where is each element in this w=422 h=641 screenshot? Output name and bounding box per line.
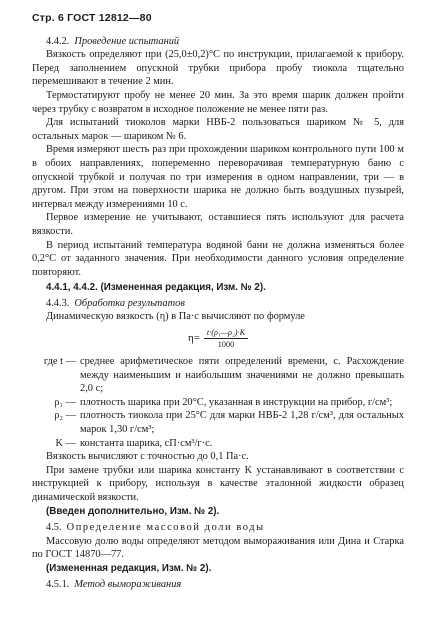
section-heading-4-5-1: [32, 578, 404, 592]
paragraph: Массовую долю воды определяют методом вымораживания или Дина и Старка по ГОСТ 14870—77.: [32, 535, 404, 561]
section-number: 4.4.2.: [46, 35, 70, 47]
section-title: Проведение испытаний: [74, 35, 180, 47]
section-number: 4.5.: [46, 522, 62, 534]
section-number: 4.4.3.: [46, 297, 70, 309]
paragraph: Время измеряют шесть раз при прохождении шариком контрольного пути 100 м в обоих направлениях, попеременно переворачивая температурную баню с опускной трубкой и получая по три измерения в одном направлении, три — в другом. При этом на поверхности шарика не должно быть воздушных пузырей, интервал между измерениями 10 с.: [32, 144, 404, 210]
definition-text: плотность шарика при 20°С, указанная в инструкции на прибор, г/см³;: [80, 396, 393, 408]
variable-definitions: [32, 355, 404, 450]
paragraph: Вязкость вычисляют с точностью до 0,1 Па·с.: [46, 451, 249, 463]
section-title: Определение массовой доли воды: [66, 522, 265, 534]
paragraph: Для испытаний тиоколов марки НВБ-2 пользоваться шариком № 5, для остальных марок — шариком № 6.: [32, 117, 404, 142]
section-heading-4-4-3: [32, 297, 404, 311]
paragraph: Динамическую вязкость (η) в Па·с вычисляют по формуле: [46, 311, 305, 323]
paragraph: Вязкость определяют при (25,0±0,2)°С по инструкции, прилагаемой к прибору. Перед заполнением опускной трубки прибора пробу тиокола тщательно перемешивают в течение 2 мин.: [32, 49, 404, 88]
viscosity-formula: [32, 328, 404, 350]
definition-text: константа шарика, сП·см³/г·с.: [80, 437, 213, 449]
definition-symbol: ρ₁ —: [54, 396, 76, 408]
section-heading-4-5: [32, 521, 404, 535]
revision-note: 4.4.1, 4.4.2. (Измененная редакция, Изм. № 2).: [46, 282, 266, 294]
section-title: Обработка результатов: [74, 297, 185, 309]
revision-note: (Введен дополнительно, Изм. № 2).: [46, 505, 220, 517]
paragraph: В период испытаний температура водяной бани не должна изменяться более 0,2°С от заданного значения. При необходимости данного условия определение повторяют.: [32, 239, 404, 278]
formula-denominator: 1000: [217, 340, 235, 350]
section-heading-4-4-2: [32, 35, 404, 49]
page-header: Стр. 6 ГОСТ 12812—80: [32, 12, 152, 24]
definition-symbol: ρ₂ —: [54, 410, 76, 422]
revision-note: (Измененная редакция, Изм. № 2).: [46, 562, 212, 574]
formula-lhs: η=: [187, 332, 200, 345]
definition-text: плотность тиокола при 25°С для марки НВБ-2 1,28 г/см³, для остальных марок 1,30 г/см³;: [80, 410, 404, 436]
paragraph: При замене трубки или шарика константу K устанавливают в соответствии с инструкцией к прибору, используя в качестве эталонной жидкости образец динамической вязкости.: [32, 464, 404, 503]
definition-symbol: где t —: [43, 356, 76, 368]
definition-text: среднее арифметическое пяти определений времени, с. Расхождение между наименьшим и наибольшим значениями не должно превышать 2,0 с;: [80, 356, 404, 395]
paragraph: Первое измерение не учитывают, оставшиеся пять используют для расчета вязкости.: [32, 212, 404, 237]
definition-symbol: K —: [55, 437, 76, 449]
formula-numerator: t·(ρ₁—ρ₂)·K: [204, 328, 248, 339]
section-title: Метод вымораживания: [74, 578, 182, 590]
formula-fraction: [204, 328, 248, 350]
paragraph: Термостатируют пробу не менее 20 мин. За это время шарик должен пройти через трубку с возвратом в исходное положение не менее пяти раз.: [32, 89, 404, 115]
section-number: 4.5.1.: [46, 578, 70, 590]
